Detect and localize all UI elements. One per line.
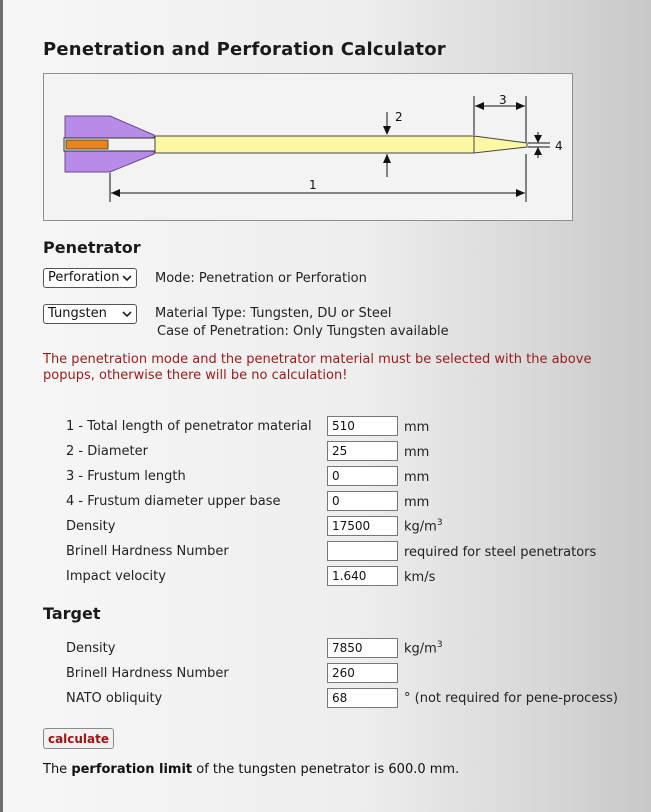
total-length-unit: mm (404, 420, 430, 435)
field-label-target-brinell: Brinell Hardness Number (66, 666, 229, 681)
target-density-input[interactable] (327, 638, 398, 658)
mode-select[interactable] (43, 268, 137, 288)
material-select[interactable] (43, 304, 137, 324)
penetrator-rod (155, 136, 474, 153)
material-description: Material Type: Tungsten, DU or Steel (155, 306, 392, 321)
frustum-tip (474, 136, 527, 153)
field-label-diameter: 2 - Diameter (66, 444, 148, 459)
frustum-length-unit: mm (404, 470, 430, 485)
field-label-target-density: Density (66, 641, 116, 656)
diameter-unit: mm (404, 445, 430, 460)
penetrator-density-input[interactable] (327, 516, 398, 536)
field-label-frustum-diameter: 4 - Frustum diameter upper base (66, 494, 281, 509)
calculate-button[interactable]: calculate (43, 728, 114, 749)
material-select-value: Tungsten (48, 306, 107, 321)
penetrator-brinell-input[interactable] (327, 541, 398, 561)
nato-obliquity-input[interactable] (327, 688, 398, 708)
penetrator-heading: Penetrator (43, 238, 141, 257)
field-label-impact-velocity: Impact velocity (66, 569, 166, 584)
page-title: Penetration and Perforation Calculator (43, 39, 446, 60)
chevron-down-icon (122, 310, 132, 318)
material-description-note: Case of Penetration: Only Tungsten available (157, 324, 449, 339)
result-text: The perforation limit of the tungsten penetrator is 600.0 mm. (43, 762, 460, 777)
dimension-label-3: 3 (499, 93, 507, 107)
field-label-penetrator-brinell: Brinell Hardness Number (66, 544, 229, 559)
tracer-element (66, 140, 108, 149)
impact-velocity-unit: km/s (404, 570, 436, 585)
selection-warning: The penetration mode and the penetrator material must be selected with the above popups, otherwise there will be no calculation! (43, 352, 592, 383)
diameter-input[interactable] (327, 441, 398, 461)
penetrator-density-unit: $kg/m^3$ (404, 518, 443, 535)
frustum-diameter-input[interactable] (327, 491, 398, 511)
frustum-diameter-unit: mm (404, 495, 430, 510)
field-label-frustum-length: 3 - Frustum length (66, 469, 186, 484)
total-length-input[interactable] (327, 416, 398, 436)
mode-select-value: Perforation (48, 270, 120, 285)
field-label-nato-obliquity: NATO obliquity (66, 691, 163, 706)
penetrator-diagram-svg (44, 74, 574, 222)
mode-description: Mode: Penetration or Perforation (155, 271, 367, 286)
dimension-label-1: 1 (309, 178, 317, 192)
target-brinell-input[interactable] (327, 663, 398, 683)
frustum-length-input[interactable] (327, 466, 398, 486)
result-highlight: perforation limit (71, 762, 193, 777)
field-label-total-length: 1 - Total length of penetrator material (66, 419, 312, 434)
field-label-penetrator-density: Density (66, 519, 116, 534)
target-heading: Target (43, 604, 101, 623)
nato-obliquity-unit: ° (not required for pene-process) (404, 691, 618, 706)
chevron-down-icon (122, 274, 132, 282)
penetrator-diagram (43, 73, 573, 221)
impact-velocity-input[interactable] (327, 566, 398, 586)
dimension-label-2: 2 (395, 110, 403, 124)
target-density-unit: $kg/m^3$ (404, 640, 443, 657)
penetrator-brinell-note: required for steel penetrators (404, 545, 597, 560)
dimension-label-4: 4 (555, 139, 563, 153)
